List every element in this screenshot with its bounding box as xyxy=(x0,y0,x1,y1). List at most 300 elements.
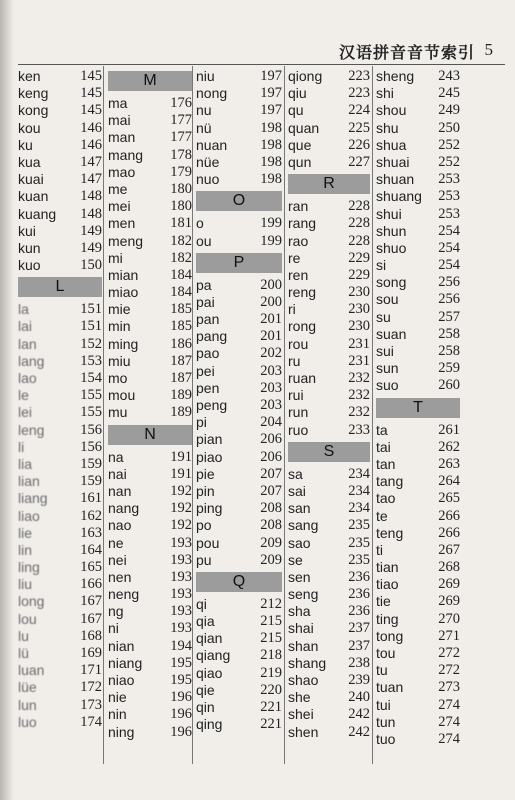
page-ref: 146 xyxy=(80,119,102,136)
index-column-4 xyxy=(288,68,370,741)
syllable: kua xyxy=(18,153,41,170)
index-entry xyxy=(376,542,460,559)
page-ref: 231 xyxy=(348,335,370,352)
index-entry xyxy=(196,682,282,699)
header-rule xyxy=(18,64,505,65)
index-entry xyxy=(196,414,282,431)
page-ref: 218 xyxy=(260,647,282,664)
syllable: tian xyxy=(376,559,399,576)
page-ref: 201 xyxy=(260,328,282,345)
index-entry xyxy=(196,665,282,682)
index-entry xyxy=(108,535,192,552)
page-ref: 238 xyxy=(348,654,370,671)
index-entry xyxy=(18,473,102,490)
syllable: se xyxy=(288,551,303,568)
syllable: ken xyxy=(18,68,41,84)
syllable: nü xyxy=(196,119,212,136)
page-ref: 242 xyxy=(348,706,370,723)
syllable: lei xyxy=(18,404,33,421)
syllable: shun xyxy=(376,222,407,239)
index-entry xyxy=(108,517,192,534)
syllable: ta xyxy=(376,421,388,438)
page-ref: 198 xyxy=(260,136,282,153)
page-ref: 273 xyxy=(438,679,460,696)
index-entry xyxy=(196,311,282,328)
index-entry xyxy=(18,68,102,85)
page-ref: 146 xyxy=(80,136,102,153)
page-ref: 165 xyxy=(80,559,102,576)
index-entry xyxy=(18,404,102,421)
page-ref: 194 xyxy=(170,637,192,654)
column-divider xyxy=(284,66,285,764)
page-ref: 167 xyxy=(80,593,102,610)
index-entry xyxy=(288,422,370,439)
index-entry xyxy=(108,250,192,267)
index-entry xyxy=(18,697,102,714)
letter-heading: Q xyxy=(196,572,282,592)
page-ref: 179 xyxy=(170,163,192,180)
page-ref: 264 xyxy=(438,473,460,490)
index-entry xyxy=(376,611,460,628)
index-entry xyxy=(18,439,102,456)
syllable: song xyxy=(376,274,407,291)
index-entry xyxy=(288,603,370,620)
index-entry xyxy=(376,490,460,507)
syllable: suo xyxy=(376,377,399,394)
page-ref: 256 xyxy=(438,274,460,291)
syllable: sui xyxy=(376,343,394,359)
page-ref: 159 xyxy=(80,473,102,490)
page-ref: 232 xyxy=(348,404,370,421)
page-ref: 274 xyxy=(438,696,460,713)
index-entry xyxy=(376,326,460,343)
page-ref: 192 xyxy=(170,517,192,534)
page-ref: 220 xyxy=(260,681,282,698)
page-ref: 256 xyxy=(438,291,460,308)
page-ref: 187 xyxy=(170,352,192,369)
index-entry xyxy=(288,353,370,370)
index-entry xyxy=(108,112,192,129)
page-ref: 253 xyxy=(438,205,460,222)
index-entry xyxy=(196,716,282,733)
syllable: min xyxy=(108,318,131,335)
syllable: re xyxy=(288,249,301,266)
index-entry xyxy=(18,387,102,404)
index-entry xyxy=(18,645,102,662)
index-entry xyxy=(288,233,370,250)
page-ref: 178 xyxy=(170,146,192,163)
page-ref: 198 xyxy=(260,119,282,136)
syllable: shai xyxy=(288,620,314,637)
syllable: mie xyxy=(108,301,131,318)
syllable: pian xyxy=(196,431,223,448)
syllable: si xyxy=(376,257,387,274)
syllable: neng xyxy=(108,586,140,603)
page-ref: 193 xyxy=(170,586,192,603)
syllable: meng xyxy=(108,232,144,249)
syllable: lian xyxy=(18,473,40,490)
index-entry xyxy=(18,102,102,119)
page-ref: 150 xyxy=(80,257,102,274)
syllable: le xyxy=(18,387,29,404)
page-ref: 234 xyxy=(348,500,370,517)
index-entry xyxy=(108,689,192,706)
syllable: nuo xyxy=(196,171,220,188)
syllable: rao xyxy=(288,232,309,249)
page-title: 汉语拼音音节索引 xyxy=(338,43,475,62)
page-ref: 147 xyxy=(80,171,102,188)
page-ref: 145 xyxy=(80,68,102,84)
page-ref: 159 xyxy=(80,455,102,472)
page-ref: 242 xyxy=(348,723,370,740)
index-entry xyxy=(376,171,460,188)
syllable: lun xyxy=(18,696,37,713)
page-ref: 155 xyxy=(80,404,102,421)
syllable: sen xyxy=(288,568,311,585)
index-entry xyxy=(288,250,370,267)
index-entry xyxy=(18,525,102,542)
page-ref: 266 xyxy=(438,507,460,524)
page-ref: 181 xyxy=(170,215,192,232)
index-entry xyxy=(18,188,102,205)
page-ref: 229 xyxy=(348,249,370,266)
page-ref: 207 xyxy=(260,465,282,482)
index-entry xyxy=(18,611,102,628)
page-ref: 192 xyxy=(170,482,192,499)
syllable: pang xyxy=(196,328,228,345)
page-ref: 208 xyxy=(260,500,282,517)
syllable: tiao xyxy=(376,576,399,593)
page-ref: 197 xyxy=(260,68,282,84)
syllable: ri xyxy=(288,301,296,318)
page-ref: 212 xyxy=(260,595,282,612)
syllable: lan xyxy=(18,335,37,352)
index-entry xyxy=(288,387,370,404)
index-entry xyxy=(288,689,370,706)
syllable: ng xyxy=(108,603,124,620)
index-entry xyxy=(108,387,192,404)
page-ref: 195 xyxy=(170,654,192,671)
index-entry xyxy=(376,473,460,490)
page-ref: 260 xyxy=(438,377,460,394)
page-ref: 152 xyxy=(80,335,102,352)
syllable: pai xyxy=(196,293,215,310)
syllable: qun xyxy=(288,153,312,170)
index-entry xyxy=(288,620,370,637)
index-entry xyxy=(108,284,192,301)
syllable: mei xyxy=(108,198,131,215)
index-entry xyxy=(288,336,370,353)
page-ref: 200 xyxy=(260,276,282,293)
page-ref: 225 xyxy=(348,119,370,136)
syllable: mu xyxy=(108,404,128,421)
index-entry xyxy=(108,449,192,466)
index-entry xyxy=(196,85,282,102)
page-ref: 219 xyxy=(260,664,282,681)
syllable: tu xyxy=(376,662,388,679)
page-ref: 202 xyxy=(260,345,282,362)
page-ref: 235 xyxy=(348,517,370,534)
syllable: ma xyxy=(108,95,128,111)
syllable: qiao xyxy=(196,664,223,681)
page-ref: 237 xyxy=(348,637,370,654)
page-ref: 151 xyxy=(80,318,102,335)
book-spine-shadow xyxy=(0,0,14,800)
index-entry xyxy=(18,257,102,274)
syllable: nao xyxy=(108,517,132,534)
index-entry xyxy=(288,68,370,85)
index-entry xyxy=(18,154,102,171)
page-ref: 207 xyxy=(260,482,282,499)
syllable: o xyxy=(196,215,204,232)
index-entry xyxy=(376,714,460,731)
page-ref: 148 xyxy=(80,205,102,222)
page-ref: 196 xyxy=(170,706,192,723)
syllable: que xyxy=(288,136,312,153)
page-ref: 215 xyxy=(260,613,282,630)
syllable: rui xyxy=(288,387,304,404)
letter-heading: T xyxy=(376,398,460,418)
page-ref: 226 xyxy=(348,136,370,153)
index-entry xyxy=(288,706,370,723)
syllable: ping xyxy=(196,500,223,517)
letter-heading: P xyxy=(196,253,282,273)
index-entry xyxy=(108,569,192,586)
index-entry xyxy=(108,164,192,181)
index-entry xyxy=(376,628,460,645)
syllable: ku xyxy=(18,136,33,153)
index-entry xyxy=(196,613,282,630)
page-ref: 274 xyxy=(438,713,460,730)
syllable: leng xyxy=(18,421,45,438)
page-ref: 254 xyxy=(438,257,460,274)
page-ref: 156 xyxy=(80,438,102,455)
syllable: nu xyxy=(196,102,212,119)
page-ref: 232 xyxy=(348,370,370,386)
syllable: shui xyxy=(376,205,402,222)
page-ref: 148 xyxy=(80,188,102,205)
index-entry xyxy=(18,223,102,240)
syllable: qiong xyxy=(288,68,323,84)
syllable: pa xyxy=(196,276,212,293)
index-entry xyxy=(18,490,102,507)
syllable: kou xyxy=(18,119,41,136)
syllable: pao xyxy=(196,345,220,362)
index-entry xyxy=(196,699,282,716)
index-entry xyxy=(108,724,192,741)
page-ref: 169 xyxy=(80,645,102,661)
syllable: ren xyxy=(288,266,309,283)
index-entry xyxy=(376,377,460,394)
index-entry xyxy=(288,154,370,171)
syllable: lü xyxy=(18,645,29,661)
index-entry xyxy=(108,301,192,318)
letter-heading: O xyxy=(196,191,282,211)
syllable: qiu xyxy=(288,85,307,102)
page-ref: 227 xyxy=(348,153,370,170)
page-ref: 272 xyxy=(438,645,460,661)
syllable: qiang xyxy=(196,647,231,664)
index-entry xyxy=(108,586,192,603)
syllable: kuan xyxy=(18,188,49,205)
page-ref: 266 xyxy=(438,524,460,541)
syllable: te xyxy=(376,507,388,524)
index-entry xyxy=(108,318,192,335)
syllable: ran xyxy=(288,198,309,215)
syllable: mang xyxy=(108,146,144,163)
index-entry xyxy=(376,559,460,576)
letter-heading: N xyxy=(108,425,192,445)
index-entry xyxy=(108,466,192,483)
page-ref: 199 xyxy=(260,215,282,232)
page-ref: 163 xyxy=(80,524,102,541)
page-ref: 173 xyxy=(80,696,102,713)
syllable: qin xyxy=(196,699,215,715)
syllable: mi xyxy=(108,249,123,266)
index-entry xyxy=(376,593,460,610)
index-entry xyxy=(376,85,460,102)
syllable: ming xyxy=(108,335,139,352)
syllable: shi xyxy=(376,85,394,102)
index-entry xyxy=(288,517,370,534)
page-ref: 192 xyxy=(170,500,192,517)
syllable: mian xyxy=(108,266,139,283)
index-entry xyxy=(376,68,460,85)
page-ref: 235 xyxy=(348,551,370,568)
syllable: miao xyxy=(108,284,139,301)
syllable: nan xyxy=(108,482,132,499)
syllable: kui xyxy=(18,222,36,239)
syllable: qia xyxy=(196,613,215,630)
syllable: shou xyxy=(376,102,407,119)
index-entry xyxy=(18,456,102,473)
index-entry xyxy=(288,267,370,284)
index-entry xyxy=(376,291,460,308)
page-ref: 209 xyxy=(260,534,282,551)
page-ref: 230 xyxy=(348,318,370,335)
syllable: ling xyxy=(18,559,40,576)
page-ref: 162 xyxy=(80,507,102,524)
page-ref: 209 xyxy=(260,551,282,568)
syllable: lia xyxy=(18,455,33,472)
page-ref: 184 xyxy=(170,266,192,283)
index-entry xyxy=(18,662,102,679)
page-ref: 151 xyxy=(80,301,102,318)
syllable: pu xyxy=(196,551,212,568)
page-ref: 215 xyxy=(260,630,282,647)
index-entry xyxy=(288,85,370,102)
index-entry xyxy=(376,206,460,223)
index-entry xyxy=(18,714,102,731)
index-entry xyxy=(196,449,282,466)
index-entry xyxy=(376,679,460,696)
syllable: mai xyxy=(108,112,131,129)
page-ref: 161 xyxy=(80,490,102,507)
index-block xyxy=(196,191,282,249)
syllable: tun xyxy=(376,713,396,730)
syllable: ni xyxy=(108,620,119,637)
index-entry xyxy=(196,328,282,345)
page-ref: 240 xyxy=(348,689,370,706)
page-ref: 201 xyxy=(260,311,282,328)
page-ref: 197 xyxy=(260,85,282,102)
page-ref: 200 xyxy=(260,293,282,310)
page-ref: 254 xyxy=(438,222,460,239)
syllable: pin xyxy=(196,482,215,499)
page-ref: 176 xyxy=(170,95,192,111)
index-entry xyxy=(288,370,370,387)
syllable: seng xyxy=(288,586,319,603)
page-ref: 189 xyxy=(170,404,192,421)
index-entry xyxy=(108,129,192,146)
page-ref: 232 xyxy=(348,387,370,404)
syllable: niao xyxy=(108,672,135,688)
syllable: tai xyxy=(376,438,391,455)
syllable: sang xyxy=(288,517,319,534)
page-ref: 155 xyxy=(80,387,102,404)
page-ref: 189 xyxy=(170,387,192,404)
page-ref: 184 xyxy=(170,284,192,301)
syllable: lin xyxy=(18,541,33,558)
syllable: mou xyxy=(108,387,136,404)
page-ref: 268 xyxy=(438,559,460,576)
page-ref: 236 xyxy=(348,603,370,620)
index-entry xyxy=(288,318,370,335)
syllable: liang xyxy=(18,490,48,507)
syllable: sheng xyxy=(376,68,415,84)
page-ref: 228 xyxy=(348,232,370,249)
letter-heading: R xyxy=(288,174,370,194)
syllable: lüe xyxy=(18,679,37,696)
syllable: san xyxy=(288,500,311,517)
index-block xyxy=(376,398,460,749)
index-entry xyxy=(108,483,192,500)
syllable: sao xyxy=(288,534,311,551)
index-entry xyxy=(196,171,282,188)
syllable: shao xyxy=(288,672,319,688)
page-ref: 258 xyxy=(438,325,460,342)
index-entry xyxy=(376,731,460,748)
index-entry xyxy=(18,370,102,387)
page-ref: 270 xyxy=(438,610,460,627)
index-entry xyxy=(376,120,460,137)
page-ref: 228 xyxy=(348,215,370,232)
index-entry xyxy=(196,630,282,647)
index-entry xyxy=(108,655,192,672)
index-entry xyxy=(288,215,370,232)
syllable: pan xyxy=(196,311,220,328)
syllable: kuang xyxy=(18,205,57,222)
index-entry xyxy=(376,645,460,662)
page-ref: 252 xyxy=(438,136,460,153)
letter-heading: L xyxy=(18,277,102,297)
index-block xyxy=(196,253,282,569)
page-ref: 234 xyxy=(348,465,370,482)
index-entry xyxy=(196,68,282,85)
index-block xyxy=(196,68,282,188)
index-entry xyxy=(18,353,102,370)
syllable: nie xyxy=(108,689,127,706)
index-entry xyxy=(18,628,102,645)
index-entry xyxy=(376,456,460,473)
index-entry xyxy=(288,137,370,154)
index-entry xyxy=(288,500,370,517)
index-entry xyxy=(18,240,102,257)
syllable: po xyxy=(196,517,212,534)
column-divider xyxy=(103,66,104,764)
syllable: keng xyxy=(18,85,49,102)
index-column-2 xyxy=(108,68,192,741)
